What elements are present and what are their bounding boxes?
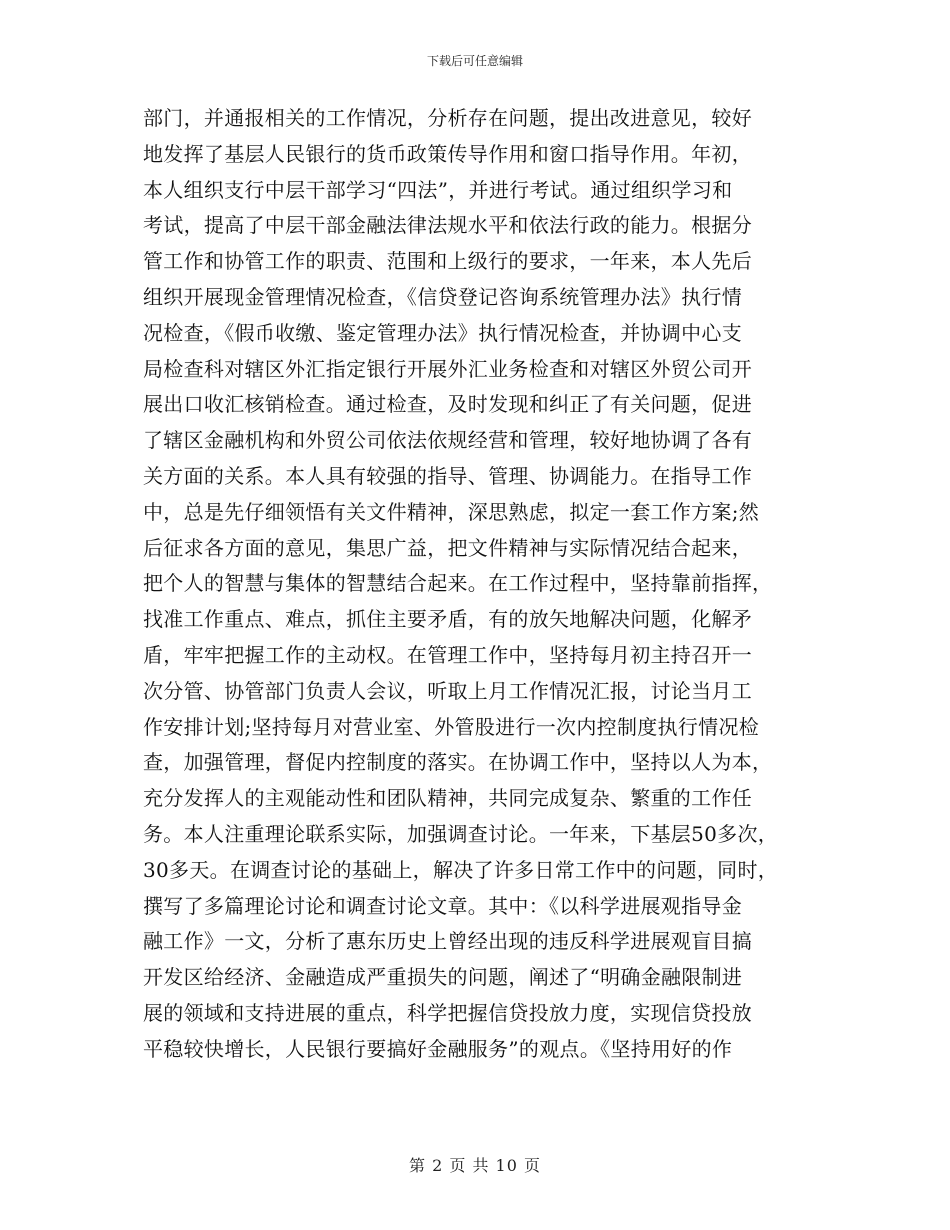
body-line: 后征求各方面的意见，集思广益，把文件精神与实际情况结合起来， [143, 535, 752, 560]
body-line: 组织开展现金管理情况检查，《信贷登记咨询系统管理办法》执行情 [143, 284, 742, 309]
body-line: 本人组织支行中层干部学习“四法”，并进行考试。通过组织学习和 [143, 177, 733, 202]
body-line: 把个人的智慧与集体的智慧结合起来。在工作过程中，坚持靠前指挥， [143, 571, 773, 596]
body-line: 况检查，《假币收缴、鉴定管理办法》执行情况检查，并协调中心支 [143, 320, 742, 345]
body-line: 地发挥了基层人民银行的货币政策传导作用和窗口指导作用。年初， [143, 141, 752, 166]
body-line: 了辖区金融机构和外贸公司依法依规经营和管理，较好地协调了各有 [143, 428, 752, 453]
body-line: 考试，提高了中层干部金融法律法规水平和依法行政的能力。根据分 [143, 213, 752, 238]
body-line: 充分发挥人的主观能动性和团队精神，共同完成复杂、繁重的工作任 [143, 786, 752, 811]
body-line: 开发区给经济、金融造成严重损失的问题，阐述了“明确金融限制进 [143, 965, 743, 990]
page-header: 下载后可任意编辑 [426, 54, 523, 68]
body-line: 作安排计划;坚持每月对营业室、外管股进行一次内控制度执行情况检 [143, 714, 760, 739]
body-line: 关方面的关系。本人具有较强的指导、管理、协调能力。在指导工作 [143, 463, 752, 488]
body-line: 30多天。在调查讨论的基础上，解决了许多日常工作中的问题，同时， [143, 857, 779, 882]
body-line: 找准工作重点、难点，抓住主要矛盾，有的放矢地解决问题，化解矛 [143, 607, 752, 632]
body-line: 中，总是先仔细领悟有关文件精神，深思熟虑，拟定一套工作方案;然 [143, 499, 760, 524]
body-line: 查，加强管理，督促内控制度的落实。在协调工作中，坚持以人为本， [143, 750, 773, 775]
body-line: 展出口收汇核销检查。通过检查，及时发现和纠正了有关问题，促进 [143, 392, 752, 417]
body-line: 展的领域和支持进展的重点，科学把握信贷投放力度，实现信贷投放 [143, 1000, 752, 1025]
body-line: 局检查科对辖区外汇指定银行开展外汇业务检查和对辖区外贸公司开 [143, 356, 752, 381]
body-line: 盾，牢牢把握工作的主动权。在管理工作中，坚持每月初主持召开一 [143, 642, 752, 667]
body-line: 融工作》一文，分析了惠东历史上曾经出现的违反科学进展观盲目搞 [143, 929, 752, 954]
body-line: 部门，并通报相关的工作情况，分析存在问题，提出改进意见，较好 [143, 106, 752, 130]
body-line: 管工作和协管工作的职责、范围和上级行的要求，一年来，本人先后 [143, 249, 752, 274]
body-line: 次分管、协管部门负责人会议，听取上月工作情况汇报，讨论当月工 [143, 678, 752, 703]
body-line: 平稳较快增长，人民银行要搞好金融服务”的观点。《坚持用好的作 [143, 1036, 733, 1061]
document-body [143, 101, 813, 1068]
body-line: 务。本人注重理论联系实际，加强调查讨论。一年来，下基层50多次， [143, 821, 779, 846]
body-line: 撰写了多篇理论讨论和调查讨论文章。其中：《以科学进展观指导金 [143, 893, 742, 918]
page-number: 第 2 页 共 10 页 [409, 1156, 541, 1175]
